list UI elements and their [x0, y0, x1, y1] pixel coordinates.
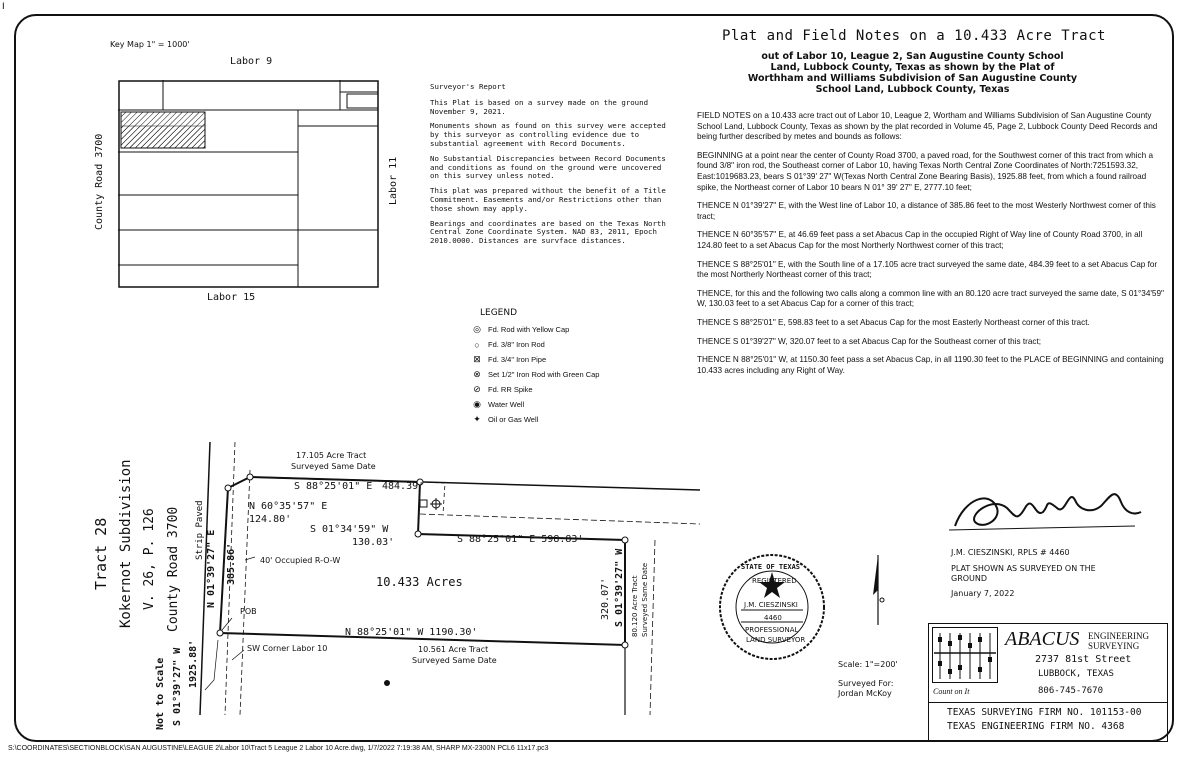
- company-sub1: ENGINEERING: [1088, 631, 1149, 641]
- sw-distance-label: 1925.88': [188, 639, 199, 688]
- oil-gas-well-icon: ✦: [473, 414, 481, 424]
- road-label: County Road 3700: [166, 506, 181, 632]
- surveying-firm-number: TEXAS SURVEYING FIRM NO. 101153-00: [947, 707, 1142, 718]
- company-city: LUBBOCK, TEXAS: [1038, 669, 1114, 679]
- not-to-scale-label: Not to Scale: [155, 657, 166, 730]
- green-cap-rod-icon: ⊗: [473, 369, 481, 379]
- field-note: BEGINNING at a point near the center of County Road 3700, a paved road, for the Southwest corner of this tract from which a found 3/8" iron rod, the Southeast corner of Labor 10, having Texas North Central Zone Coordinates of North:7251593.32, East:1019683.23, bears S 01°39' 27" W(Texas North Central Zone Bearing Basis), 1925.88 feet, from which a found railroad spike, the Northeast corner of Labor 10 bears N 01° 39' 27" E, 2777.10 feet;: [697, 150, 1154, 192]
- report-paragraph: This plat was prepared without the benefit of a Title Commitment. Easements and/or Restrictions other than those shown may apply.: [430, 186, 666, 213]
- iron-rod-icon: ○: [474, 339, 480, 350]
- field-note: THENCE N 01°39'27" E, with the West line of Labor 10, a distance of 385.86 feet to the most Westerly Northwest corner of this tract;: [697, 201, 1156, 221]
- nw-call-distance: 124.80': [249, 514, 292, 525]
- key-map-labor-right: Labor 11: [388, 156, 399, 205]
- field-note: THENCE, for this and the following two calls along a common line with an 80.120 acre tract surveyed the same date, S 01°34'59" W, 130.03 feet to a set Abacus Cap for a corner of this tract;: [697, 288, 1164, 309]
- tract10-label: 10.561 Acre Tract: [418, 645, 489, 654]
- abacus-logo-icon: [932, 627, 998, 683]
- legend-item: ○ Fd. 3/8" Iron Rod: [472, 337, 672, 352]
- file-path-footer: S:\COORDINATES\SECTIONBLOCK\SAN AUGUSTINE\LEAGUE 2\Labor 10\Tract 5 League 2 Labor 10 Acre.dwg, 1/7/2022 7:19:38 AM, SHARP MX-2300N PCL6 11x17.pc3: [8, 745, 549, 752]
- legend-item: ⊗ Set 1/2" Iron Rod with Green Cap: [473, 369, 600, 379]
- legend-heading: LEGEND: [480, 308, 518, 318]
- page-title: Plat and Field Notes on a 10.433 Acre Tract: [722, 28, 1106, 44]
- signature-graphic: [945, 478, 1145, 540]
- north-call-bearing: S 88°25'01" E: [294, 481, 373, 492]
- sw-bearing-label: S 01°39'27" W: [172, 647, 183, 726]
- field-note: THENCE N 88°25'01" W, at 1150.30 feet pass a set Abacus Cap, in all 1190.30 feet to the PLACE of BEGINNING and containing 10.433 acres including any Right of Way.: [697, 355, 1164, 375]
- engineering-firm-number: TEXAS ENGINEERING FIRM NO. 4368: [947, 721, 1125, 732]
- key-map-labor-top: Labor 9: [230, 56, 273, 67]
- yellow-cap-rod-icon: ◎: [473, 324, 481, 334]
- west-distance-label: 385.86': [226, 542, 237, 585]
- volume-label: V. 26, P. 126: [142, 508, 157, 610]
- tract80-sub-label: Surveyed Same Date: [641, 562, 649, 637]
- page-subtitle: out of Labor 10, League 2, San Augustine County School Land, Lubbock County, Texas as shown by the Plat of Worthham and Williams Subdivision of San Augustine County School Land, Lubbock County, Texas: [747, 51, 1078, 95]
- key-map-labor-bottom: Labor 15: [207, 292, 256, 303]
- field-note: THENCE S 88°25'01" E, with the South line of a 17.105 acre tract surveyed the same date, 484.39 feet to a set Abacus Cap for the most Northerly Northeast corner of this tract;: [697, 259, 1158, 280]
- mid-call-distance: 130.03': [352, 537, 395, 548]
- strip-paved-label: Strip Paved: [195, 500, 205, 560]
- report-heading: Surveyor's Report: [430, 82, 506, 91]
- field-note: THENCE S 88°25'01" E, 598.83 feet to a set Abacus Cap for the most Easterly Northeast corner of this tract.: [697, 317, 1090, 327]
- company-phone: 806-745-7670: [1038, 686, 1104, 696]
- key-map-title: Key Map 1" = 1000': [110, 40, 190, 49]
- nw-call-bearing: N 60°35'57" E: [249, 501, 328, 512]
- signature-date: January 7, 2022: [951, 589, 1015, 598]
- shown-surveyed-line1: PLAT SHOWN AS SURVEYED ON THE: [951, 564, 1096, 573]
- tract10-sub-label: Surveyed Same Date: [412, 656, 497, 665]
- shown-surveyed-line2: GROUND: [951, 574, 988, 583]
- tract17-label: 17.105 Acre Tract: [296, 451, 367, 460]
- water-well-icon: ◉: [473, 399, 481, 409]
- seal-state: STATE OF TEXAS: [741, 563, 801, 571]
- tract17-sub-label: Surveyed Same Date: [291, 462, 376, 471]
- key-map-road: County Road 3700: [94, 133, 105, 230]
- legend-item: ⊘ Fd. RR Spike: [473, 384, 533, 394]
- seal-name: J.M. CIESZINSKI: [744, 601, 798, 609]
- ne-call-label: S 88°25'01" E 598.83': [457, 534, 584, 545]
- report-paragraph: No Substantial Discrepancies between Record Documents and conditions as found on the ground were uncovered on this survey unless noted.: [430, 153, 666, 181]
- rr-spike-icon: ⊘: [473, 384, 481, 394]
- surveyed-for-name: Jordan McKoy: [838, 689, 892, 698]
- south-call-label: N 88°25'01" W 1190.30': [345, 627, 478, 638]
- corner-mark: I: [2, 2, 5, 12]
- seal-professional: PROFESSIONAL: [745, 626, 799, 634]
- field-note: FIELD NOTES on a 10.433 acre tract out of Labor 10, League 2, Wortham and Williams Subdivision of San Augustine County School Land, Lubbock County, Texas as shown by the plat recorded in Volume 45, Page 2, Lubbock County Deed Records and being further described by metes and bounds as follows:: [697, 111, 1158, 142]
- company-sub2: SURVEYING: [1088, 641, 1140, 651]
- sw-corner-label: SW Corner Labor 10: [247, 644, 328, 653]
- legend-item: ◎ Fd. Rod with Yellow Cap: [473, 324, 570, 334]
- company-name: ABACUS: [1005, 628, 1080, 650]
- field-note: THENCE S 01°39'27" W, 320.07 feet to a set Abacus Cap for the Southeast corner of this tract;: [697, 336, 1042, 346]
- north-call-distance: 484.39': [382, 481, 425, 492]
- east-distance-label: 320.07': [600, 577, 611, 620]
- legend-item: ✦ Oil or Gas Well: [473, 414, 539, 424]
- legend-item: ⊠ Fd. 3/4" Iron Pipe: [473, 354, 547, 364]
- tract80-label: 80.120 Acre Tract: [631, 575, 639, 637]
- report-paragraph: This Plat is based on a survey made on the ground November 9, 2021.: [430, 97, 649, 116]
- scale-label: Scale: 1"=200': [838, 660, 898, 669]
- east-bearing-label: S 01°39'27" W: [614, 548, 625, 627]
- iron-pipe-icon: ⊠: [473, 354, 481, 364]
- seal-number: 4460: [764, 614, 782, 622]
- signature-name-line: J.M. CIESZINSKI, RPLS # 4460: [951, 548, 1070, 557]
- tagline: Count on It: [933, 687, 970, 696]
- seal-land-surveyor: LAND SURVEYOR: [746, 636, 806, 644]
- mid-call-bearing: S 01°34'59" W: [310, 524, 389, 535]
- report-paragraph: Bearings and coordinates are based on the Texas North Central Zone Coordinate System. NAD 83, 2011, Epoch 2010.0000. Distances are survface distances.: [430, 218, 666, 246]
- report-paragraph: Monuments shown as found on this survey were accepted by this surveyor as controlling evidence due to substantial agreement with Record Documents.: [430, 121, 666, 148]
- row-label: 40' Occupied R-O-W: [260, 556, 341, 565]
- pob-label: POB: [240, 607, 257, 616]
- company-address: 2737 81st Street: [1035, 654, 1132, 665]
- acreage-label: 10.433 Acres: [376, 575, 463, 589]
- field-note: THENCE N 60°35'57" E, at 46.69 feet pass a set Abacus Cap in the occupied Right of Way line of County Road 3700, in all 124.80 feet to a set Abacus Cap for the most Northerly Northwest corner of this tract;: [697, 230, 1143, 250]
- surveyed-for-label: Surveyed For:: [838, 679, 894, 688]
- seal-registered: REGISTERED: [752, 577, 797, 585]
- tract28-label: Tract 28: [92, 517, 110, 590]
- kokernot-label: Kokernot Subdivision: [118, 459, 134, 628]
- legend-item: ◉ Water Well: [473, 399, 525, 409]
- west-bearing-label: N 01°39'27" E: [206, 529, 217, 608]
